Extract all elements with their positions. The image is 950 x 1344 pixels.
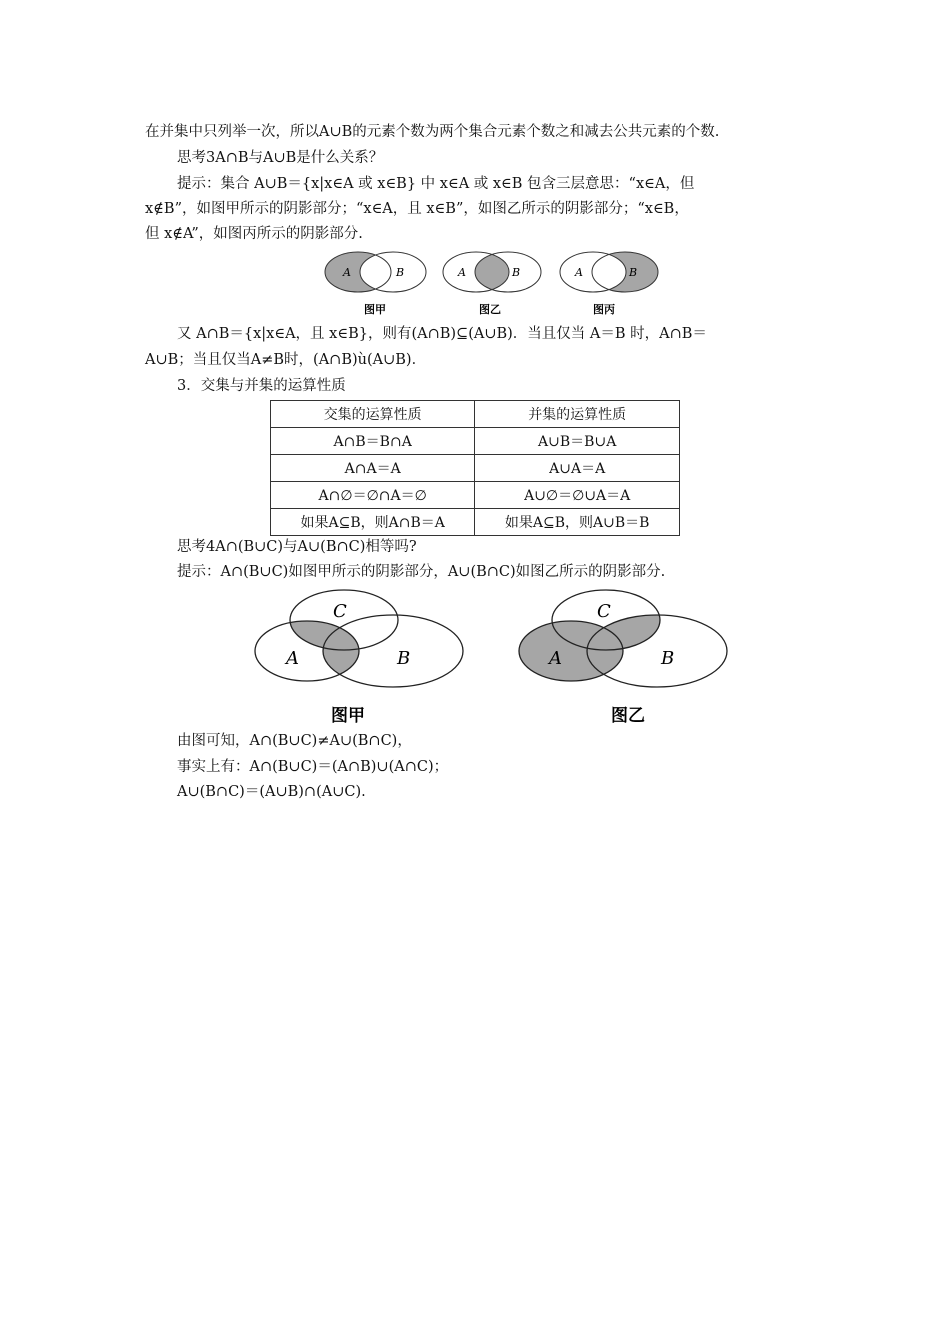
label-b: B (397, 648, 411, 669)
hint-line-2: x∉B”，如图甲所示的阴影部分；“x∈A，且 x∈B”，如图乙所示的阴影部分；“x∈B， (145, 201, 689, 217)
conclusion-line-2: 事实上有：A∩(B∪C)＝(A∩B)∪(A∩C)； (177, 759, 449, 775)
table-cell: 如果A⊆B，则A∪B＝B (475, 509, 680, 536)
label-a: A (575, 266, 583, 279)
table-cell: A∪A＝A (475, 455, 680, 482)
paragraph-intersection-2: A∪B；当且仅当A≠B时，(A∩B)ù(A∪B)． (145, 352, 427, 368)
conclusion-line-1: 由图可知，A∩(B∪C)≠A∪(B∩C)， (177, 733, 412, 749)
table-cell: A∩A＝A (271, 455, 475, 482)
think4-hint: 提示：A∩(B∪C)如图甲所示的阴影部分，A∪(B∩C)如图乙所示的阴影部分. (177, 564, 666, 580)
caption-bing: 图丙 (593, 303, 615, 316)
hint-line-1: 提示：集合 A∪B＝{x|x∈A 或 x∈B} 中 x∈A 或 x∈B 包含三层意思：“x∈A，但 (177, 176, 695, 192)
conclusion-line-3: A∪(B∩C)＝(A∪B)∩(A∪C). (177, 784, 366, 800)
label-b: B (629, 266, 638, 279)
table-cell: A∪∅＝∅∪A＝A (475, 482, 680, 509)
header-intersection: 交集的运算性质 (271, 401, 475, 428)
table-cell: 如果A⊆B，则A∩B＝A (271, 509, 475, 536)
big-venn-yi (519, 590, 727, 687)
label-a: A (458, 266, 466, 279)
section-heading-properties: 3．交集与并集的运算性质 (177, 378, 346, 394)
think3-question: 思考3A∩B与A∪B是什么关系？ (177, 150, 384, 166)
think4-question: 思考4A∩(B∪C)与A∪(B∩C)相等吗? (177, 539, 417, 555)
caption-jia: 图甲 (364, 303, 386, 316)
label-a: A (343, 266, 351, 279)
label-c: C (597, 601, 611, 622)
label-b: B (661, 648, 675, 669)
label-a: A (286, 648, 299, 669)
paragraph-intersection-1: 又 A∩B＝{x|x∈A，且 x∈B}，则有(A∩B)⊆(A∪B)．当且仅当 A＝B 时，A∩B＝ (177, 326, 707, 342)
big-caption-jia: 图甲 (331, 706, 365, 726)
paragraph-union-count: 在并集中只列举一次，所以A∪B的元素个数为两个集合元素个数之和减去公共元素的个数. (145, 124, 720, 140)
table-cell: A∩B＝B∩A (271, 428, 475, 455)
big-caption-yi: 图乙 (611, 706, 645, 726)
label-b: B (512, 266, 521, 279)
table-cell: A∩∅＝∅∩A＝∅ (271, 482, 475, 509)
hint-line-3: 但 x∉A”，如图丙所示的阴影部分. (145, 226, 363, 242)
header-union: 并集的运算性质 (475, 401, 680, 428)
label-b: B (396, 266, 405, 279)
big-venn-jia (255, 590, 463, 687)
table-cell: A∪B＝B∪A (475, 428, 680, 455)
label-c: C (333, 601, 347, 622)
caption-yi: 图乙 (479, 303, 501, 316)
label-a: A (549, 648, 562, 669)
